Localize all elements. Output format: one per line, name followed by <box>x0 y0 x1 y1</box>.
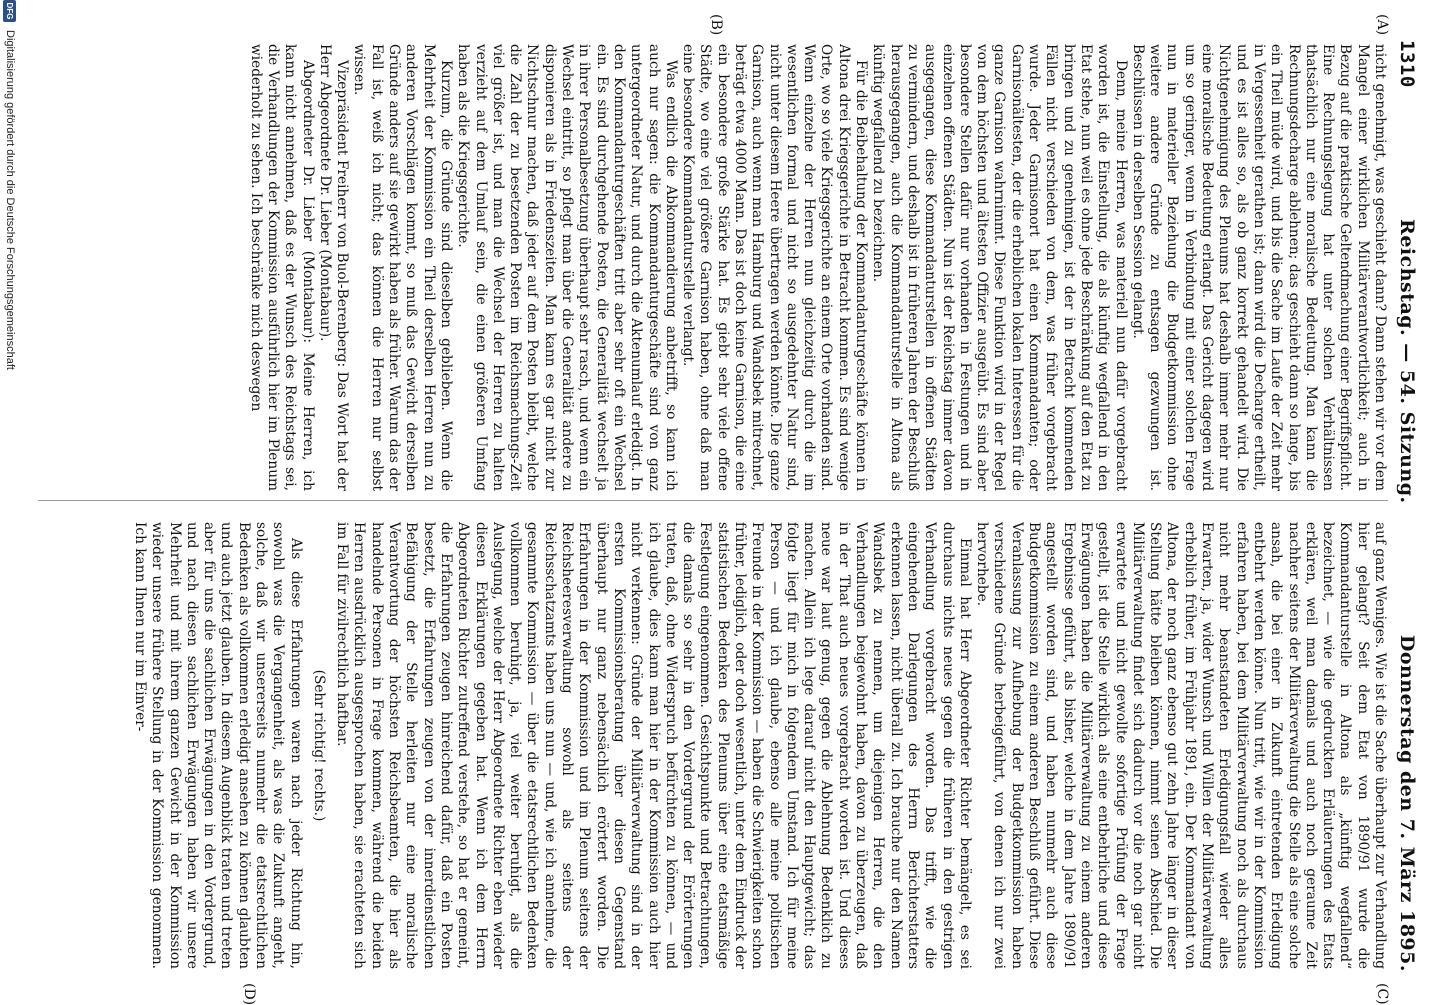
margin-marker-a: (A) <box>1374 14 1390 36</box>
paragraph: Einmal hat Herr Abgeordneter Richter bemängelt, es sei durchaus nichts neues gegen die früheren in den gestrigen Verhandlung vorgebracht worden. Das trifft, wie die eingehenden Darlegungen des Herrn Berichterstatters erkennen lassen, nicht überall zu. Ich brauche nur den Namen Wandsbek zu nennen, um diejenigen Herren, die den Verhandlungen beigewohnt haben, davon zu überzeugen, daß in der That auch neues vorgebracht worden ist. Und dieses neue war laut genug, gegen die Ablehnung Bedenklich zu machen. Allein ich lege darauf nicht den Hauptgewicht; das folgte liegt für mich in folgendem Umstand. Ich für meine Person — und ich glaube, ebenso alle meine politischen Freunde in der Kommission — haben die Schwierigkeiten schon früher, lediglich, oder doch wesentlich, unter dem Eindruck der statistischen Bedenken des Plenums über eine etatsmäßige Festlegung eingenommen. Gesichtspunkte und Betrachtungen, die damals so sehr in den Vordergrund der Erörterungen traten, daß, ohne Widerspruch befürchten zu können, — und ich glaube, dies kann man hier in der Kommission auch hier nicht verkennen: Gründe der Militärverwaltung sind in der ersten Kommissionsberatung über diesen Gegenstand überhaupt nur ganz nebensächlich erörtert worden. Die Erfahrungen in der Kommission und im Plenum seitens der Reichsheeresverwaltung sowohl als seitens der Reichsschatzamts haben uns nun — und, wie ich annehme, die gesammte Kommission — über die etatsrechtlichen Bedenken vollkommen beruhigt, ja, viel weiter beruhigt, als die Auslegung, welche der Herr Abgeordnete Richter eben wieder diesen Erklärungen gegeben hat. Wenn ich dem Herrn Abgeordneten Richter zutreffend verstehe, so hat er gemeint, die Erfahrungen zeugen hinreichend dafür, daß ein Posten besetzt, die Erfahrungen zeugen von der innerdienstlichen Befähigung der Stelle herleiten nur eine moralische Verantwortung der höchsten Reichsbeamten, die hier als handelnde Personen in Frage kommen, während die beiden Herren ausdrücklich ausgesprochen haben, sie erachteten sich im Fall für zivilrechtlich haftbar. <box>334 522 973 969</box>
margin-marker-d: (D) <box>241 983 257 1005</box>
dfg-logo: DFG <box>4 0 17 22</box>
right-text-column <box>48 522 1388 969</box>
paragraph: nicht genehmigt, was geschieht dann? Dann stehen wir vor dem Mangel einer wirklichen Militärverantwortlichkeit; auch in Bezug auf die praktische Geltendmachung einer Begriffspflicht. Eine Rechnungslegung hat unter solchen Verhältnissen thatsächlich nur eine moralische Bedeutung. Man kann die Rechnungsdecharge ablehnen; das geschieht dann so lange, bis ein Theil müde wird, und bis die Sache im Laufe der Zeit mehr in Vergessenheit gerathen ist; dann wird die Decharge ertheilt, und es ist alles so, als ob ganz korrekt gehandelt wird. Die Nichtgenehmigung des Plenums hat deshalb immer mehr nur eine moralische Bedeutung erlangt. Das Gericht dagegen wird um so geringer, wenn in Verbindung mit einer solchen Frage nun in materieller Beziehung die Budgetkommission ohne weitere andere Gründe zu entsagen gezwungen ist. Beschlüssen in derselben Session gelangt. <box>1129 44 1388 491</box>
session-date: Donnerstag den 7. März 1895. <box>1396 634 1418 972</box>
paragraph: Für die Beibehaltung der Kommandanturgeschäfte können in Altona drei Kriegsgerichte in Betracht kommen. Es sind wenige Orte, wo so viele Kriegsgerichte an einem Orte vorhanden sind. Wenn einzelne der Herren nun gleichzeitig durch die im wesentlichen formal und nicht so ausgedehnter Natur sind, nicht unter diesem Heere übertragen werden könnte. Die ganze Garnison, auch wenn man Hamburg und Wandsbek mitrechnet, beträgt etwa 4000 Mann. Das ist doch keine Garnison, die eine ein besondere große Stärke hat. Es giebt sehr viele offene Städte, wo eine viel größere Garnison haben, ohne daß man eine besondere Kommandanturstelle verlangt. <box>680 44 870 491</box>
paragraph: Was endlich die Abkommandierung anbetrifft, so kann ich auch nur sagen: die Kommandanturgeschäfte sind von ganz untergeordneter Natur, und durch die Aktenumlauf erledigt. In den Kommandanturgeschäften tritt aber sehr oft ein Wechsel ein. Es sind durchgehende Posten, die Generalität wechselt ja in ihrer Personalbesetzung überhaupt sehr rasch, und wenn ein Wechsel eintritt, so pflegt man über die Generalität andere zu disponieren als in Friedenszeiten. Man kann es gar nicht zur Nichtschnur machen, daß jeder auf dem Posten bleibt, welche die Zahl der zu besetzenden Posten im Reichsmachungs-Zeit viel größer ist, und man die Wechsel der Herren zu halten verzieht auf dem Umlauf sein, die einen größeren Umfang haben als die Kriegsgerichte. <box>455 44 679 491</box>
paragraph: Kurzum, die Gründe sind dieselben geblieben. Wenn die Mehrheit der Kommission ein Theil derselben Herren nun zu anderen Vorschlägen kommt, so muß das Gewicht derselben Gründe anders auf sie gewirkt haben als früher. Warum das der Fall ist, weiß ich nicht; das können die Herren nur selbst wissen. <box>351 44 454 491</box>
paragraph: Denn, meine Herren, was materiell nun dafür vorgebracht worden ist, die Einstellung, die als künftig wegfallend in den Etat stehe, nun weil es ohne jede Beschränkung auf den Etat zu bringen und zu genehmigen, ist der in Betracht kommenden Fällen nicht verschieden von dem, was früher vorgebracht wurde. Jeder Garnisonort hat einen Kommandanten; oder Garnisonältesten, der die erheblichen lokalen Interessen für die ganze Garnison wahrnimmt. Diese Funktion wird in der Regel von dem höchsten und ältesten Offizier ausgeübt. Es sind aber besondere Stellen dafür nur vorhanden in Festungen und in einzelnen offenen Städten. Nun ist der Reichstag immer davon ausgegangen, diese Kommandanturstellen in offenen Städten zu vermindern, und deshalb ist in früheren Jahren der Beschluß herausgegangen, auch die Kommandanturstelle in Altona als künftig wegfallend zu bezeichnen. <box>870 44 1129 491</box>
left-text-column <box>48 44 1388 491</box>
margin-marker-c: (C) <box>1374 983 1390 1005</box>
margin-marker-b: (B) <box>708 14 724 36</box>
speaker-paragraph: Vizepräsident Freiherr von Buol-Berenberg: Das Wort hat der Herr Abgeordnete Dr. Lieber (Montabaur). <box>316 44 351 491</box>
digitization-footer <box>0 0 20 1000</box>
column-divider <box>38 500 1388 501</box>
document-page <box>22 0 1432 1005</box>
page-header <box>1394 40 1420 972</box>
session-title: Reichstag. — 54. Sitzung. <box>1396 219 1418 504</box>
paragraph: auf ganz Weniges. Wie ist die Sache überhaupt zur Verhandlung hier gelangt? Seit dem Etat von 1890/91 wurde die Kommandanturstelle in Altona als „künftig wegfallend“ bezeichnet, — wie die gedruckten Erläuterungen des Etats erklären, weil man damals und auch noch geraume Zeit nachher seitens der Militärverwaltung die Stelle als eine solche ansah, die bei einer in Zukunft eintretenden Erledigung entbehrt werden könne. Nun tritt, wie wir in der Kommission erfahren haben, bei dem Militärverwaltung noch als durchaus nicht mehr beanstandeten Erledigungsfall wieder alles Erwarten, ja, wider Wunsch und Willen der Militärverwaltung erheblich früher, im Frühjahr 1891, ein. Der Kommandant von Altona, der noch ganz ebenso gut zehn Jahre länger in dieser Stellung hätte bleiben können, nimmt seinen Abschied. Die Militärverwaltung findet sich dadurch vor die noch gar nicht erwartete und nicht gewollte sofortige Prüfung der Frage gestellt, ist die Stelle wirklich als eine entbehrliche und diese Erwägungen haben die Militärverwaltung zu einem anderen Ergebnisse geführt, als bisher, welche in dem Jahre 1890/91 angestellt worden sind, und haben nunmehr auch diese Budgetkommission zu einem anderen Beschluß geführt. Diese Veranlassung zur Aufhebung der Budgetkommission haben verschiedene Gründe herbeigeführt, von denen ich nur zwei hervorhebe. <box>974 522 1388 969</box>
interjection: (Sehr richtig! rechts.) <box>310 669 327 822</box>
paragraph: Als diese Erfahrungen waren nach jeder Richtung hin, sowohl was die Vergangenheit, als was die Zukunft angeht, solche, daß wir unsererseits nunmehr die etatsrechtlichen Bedenken als vollkommen erledigt ansehen zu können glaubten und auch jetzt glauben. In diesem Augenblick traten und treten aber für uns die sachlichen Erwägungen in den Vordergrund, und nach diesen sachlichen Erwägungen haben wir unsere Mehrheit und mit ihrem ganzen Gewicht in der Kommission wieder unsere frühere Stellung in der Kommission genommen. Ich kann Ihnen nur im Einver- <box>131 522 304 969</box>
footer-text: Digitalisierung gefördert durch die Deutsche Forschungsgemeinschaft <box>4 30 16 370</box>
page-number: 1310 <box>1396 40 1418 88</box>
speaker-paragraph: Abgeordneter Dr. Lieber (Montabaur): Meine Herren, ich kann nicht annehmen, daß es der Wunsch des Reichstags sei, die Verhandlungen der Kommission ausführlich hier im Plenum wiederholt zu sehen. Ich beschränke mich deswegen <box>247 44 316 491</box>
